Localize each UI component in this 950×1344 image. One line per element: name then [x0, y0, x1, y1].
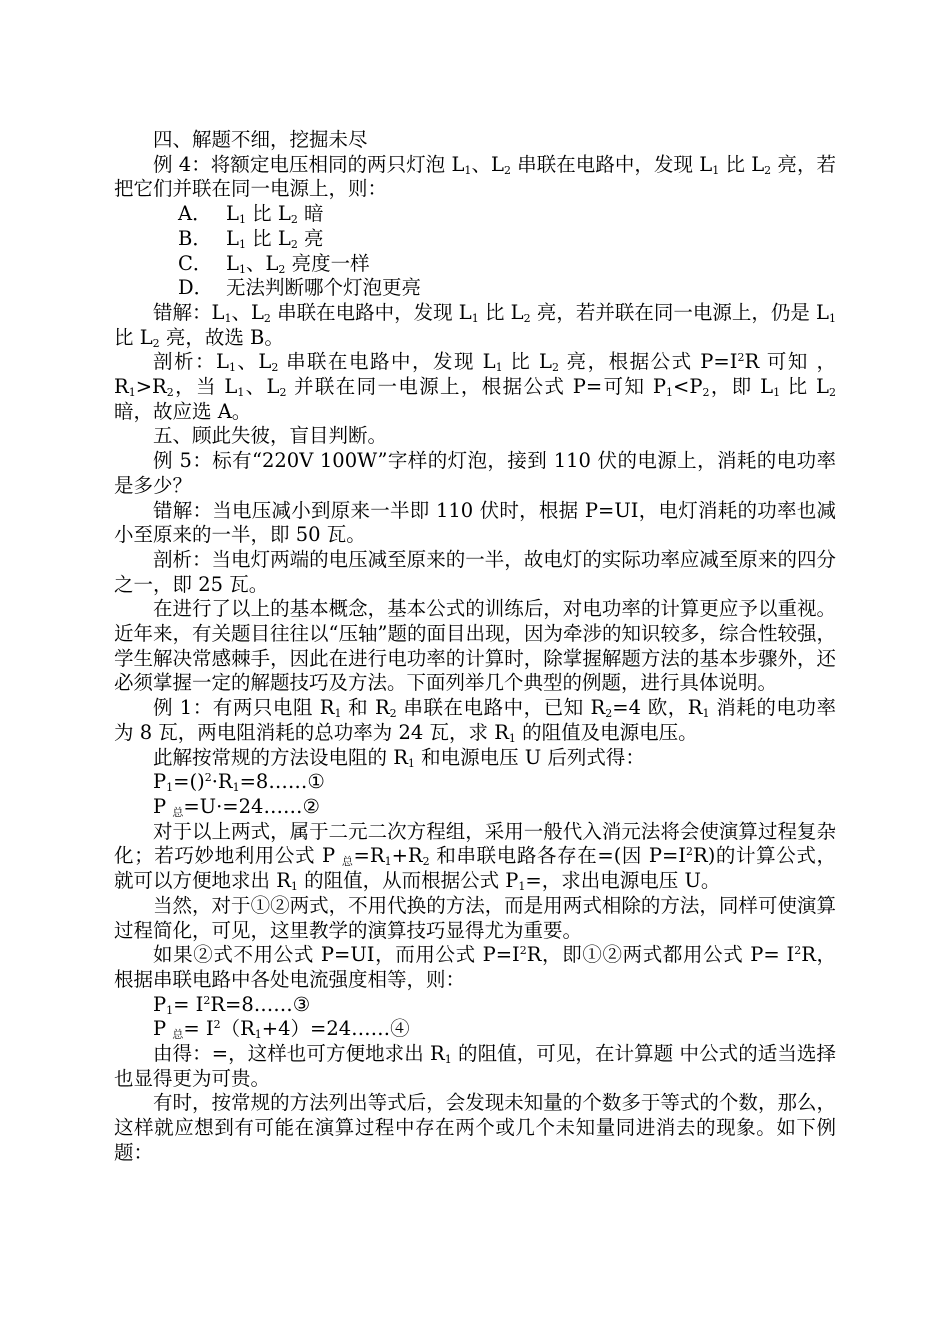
example-4-wrong-solution	[114, 301, 836, 350]
text-run: 剖析：当电灯两端的电压减至原来的一半，故电灯的实际功率应减至原来的四分之一，即 25 瓦。	[114, 547, 836, 596]
paragraph-division	[114, 894, 836, 943]
text-run: 比 L	[478, 300, 524, 324]
text-run: 、L	[471, 152, 504, 176]
text-run: 五、顾此失彼，盲目判断。	[153, 424, 388, 448]
text-run: 和 R	[341, 696, 390, 720]
text-run: = I	[173, 992, 204, 1016]
text-run: A．	[178, 202, 212, 226]
text-run: 由得：=，这样也可方便地求出 R	[153, 1042, 445, 1066]
subscript: 总	[341, 855, 354, 869]
subscript: 1	[238, 213, 246, 227]
example-1-method	[114, 746, 836, 771]
subscript: 2	[503, 163, 511, 177]
text-run: +4）=24……④	[261, 1017, 410, 1041]
text-run: = I	[183, 1017, 214, 1041]
text-run: ·R	[211, 770, 233, 794]
text-run: 例 1：有两只电阻 R	[153, 696, 335, 720]
subscript: 2	[263, 311, 271, 325]
subscript: 2	[279, 386, 287, 400]
subscript: 2	[271, 361, 279, 375]
option-a	[114, 202, 836, 227]
text-run: 在进行了以上的基本概念，基本公式的训练后，对电功率的计算更应予以重视。近年来，有关题目往往以“压轴”题的面目出现，因为牵涉的知识较多，综合性较强，学生解决常感棘手，因此在进行电功率的计算时，除掌握解题方法的基本步骤外，还必须掌握一定的解题技巧及方法。下面列举几个典型的例题，进行具体说明。	[114, 597, 836, 695]
text-run: 亮	[297, 226, 324, 250]
text-run: 亮，若并联在同一电源上，仍是 L	[530, 300, 829, 324]
superscript: 2	[794, 944, 802, 958]
text-run: 比 L	[502, 350, 552, 374]
text-run: 消耗的电功率为 8 瓦，两电阻消耗的总功率为 24 瓦，求 R	[114, 696, 836, 744]
text-run: =8……①	[239, 770, 325, 794]
subscript: 1	[232, 781, 240, 795]
text-run: =()	[173, 770, 205, 794]
text-run: 错解：L	[153, 300, 225, 324]
subscript: 1	[237, 386, 245, 400]
text-run: ，即 L	[709, 375, 774, 399]
text-run: P	[153, 992, 167, 1016]
equation-3	[114, 993, 836, 1018]
subscript: 1	[166, 781, 174, 795]
text-run: 亮，故选 B。	[159, 325, 284, 349]
paragraph-unknowns	[114, 1091, 836, 1165]
subscript: 1	[254, 1028, 262, 1042]
text-run: =4 欧，R	[612, 696, 703, 720]
text-run: C．	[178, 251, 213, 275]
text-run: 比 L	[719, 152, 765, 176]
text-run: 、L	[245, 251, 279, 275]
subscript: 1	[334, 707, 342, 721]
text-run: ，当 L	[173, 375, 238, 399]
text-run: 剖析：L	[153, 350, 229, 374]
paragraph-formula-choice	[114, 943, 836, 992]
text-run: =，求出电源电压 U。	[525, 869, 721, 893]
text-run: R 可知 ，R	[114, 350, 836, 399]
subscript: 2	[702, 386, 710, 400]
text-run: 亮，根据公式 P=I	[558, 350, 738, 374]
text-run: 串联在电路中，发现 L	[510, 152, 713, 176]
subscript: 2	[829, 386, 836, 400]
subscript: 1	[471, 311, 479, 325]
text-run: 四、解题不细，挖掘未尽	[153, 128, 368, 151]
example-5-wrong-solution	[114, 499, 836, 548]
text-run: 和串联电路各存在=(因 P=I	[429, 844, 687, 868]
text-run: 的阻值，可见，在计算题 中公式的适当选择也显得更为可贵。	[114, 1042, 836, 1090]
text-run: 此解按常规的方法设电阻的 R	[153, 745, 408, 769]
subscript: 2	[422, 855, 430, 869]
text-run: =R	[353, 844, 385, 868]
text-run: 亮，若把它们并联在同一电源上，则：	[114, 152, 836, 201]
text-run: 当然，对于①②两式，不用代换的方法，而是用两式相除的方法，同样可使演算过程简化，可见，这里教学的演算技巧显得尤为重要。	[114, 893, 836, 942]
text-run: 亮度一样	[285, 251, 370, 275]
subscript: 1	[228, 361, 236, 375]
subscript: 1	[238, 262, 246, 276]
superscript: 2	[203, 993, 211, 1007]
text-run: L	[226, 202, 239, 226]
subscript: 1	[464, 163, 472, 177]
subscript: 2	[290, 213, 298, 227]
text-run: <P	[673, 375, 703, 399]
subscript: 1	[773, 386, 781, 400]
superscript: 2	[204, 771, 212, 785]
subscript: 总	[172, 1028, 184, 1042]
subscript: 2	[290, 237, 298, 251]
subscript: 1	[224, 311, 232, 325]
paragraph-substitution	[114, 820, 836, 894]
subscript: 1	[518, 880, 526, 894]
text-run: 和电源电压 U 后列式得：	[414, 745, 645, 769]
text-run: P	[153, 770, 167, 794]
example-5-question	[114, 449, 836, 498]
subscript: 1	[702, 707, 710, 721]
text-run: 并联在同一电源上，根据公式 P=可知 P	[286, 375, 666, 399]
superscript: 2	[737, 351, 745, 365]
text-run: R，根据串联电路中各处电流强度相等，则：	[114, 943, 836, 991]
subscript: 2	[166, 386, 174, 400]
subscript: 1	[444, 1053, 452, 1067]
text-run: 错解：当电压减小到原来一半即 110 伏时，根据 P=UI，电灯消耗的功率也减小至原来的一半，即 50 瓦。	[114, 498, 836, 547]
text-run: R)的计算公式，就可以方便地求出 R	[114, 844, 837, 893]
text-run: 比 L	[245, 226, 291, 250]
example-4-question	[114, 153, 836, 202]
text-run: 串联在电路中，已知 R	[396, 696, 606, 720]
option-b	[114, 227, 836, 252]
document-page	[114, 128, 836, 1166]
text-run: 例 5：标有“220V 100W”字样的灯泡，接到 110 伏的电源上，消耗的电功率是多少？	[114, 449, 836, 497]
text-run: 无法判断哪个灯泡更亮	[226, 276, 422, 300]
text-run: 暗	[297, 202, 324, 226]
subscript: 2	[152, 336, 160, 350]
superscript: 2	[213, 1018, 221, 1032]
text-run: L	[226, 251, 239, 275]
equation-1	[114, 770, 836, 795]
text-run: 比 L	[114, 325, 153, 349]
subscript: 2	[764, 163, 772, 177]
subscript: 1	[495, 361, 503, 375]
paragraph-conclusion	[114, 1042, 836, 1091]
subscript: 1	[166, 1003, 174, 1017]
intro-paragraph	[114, 597, 836, 696]
subscript: 2	[551, 361, 559, 375]
subscript: 1	[712, 163, 720, 177]
superscript: 2	[686, 845, 694, 859]
option-d	[114, 276, 836, 301]
text-run: P	[153, 794, 173, 818]
text-run: P	[153, 1017, 173, 1041]
text-run: 、L	[235, 350, 272, 374]
example-1-question	[114, 696, 836, 745]
text-run: 、L	[231, 300, 264, 324]
subscript: 1	[128, 386, 136, 400]
text-run: （R	[220, 1017, 255, 1041]
subscript: 2	[389, 707, 397, 721]
text-run: B．	[178, 226, 212, 250]
text-run: 暗，故应选 A。	[114, 399, 252, 423]
text-run: 对于以上两式，属于二元二次方程组，采用一般代入消元法将会使演算过程复杂化；若巧妙地利用公式 P	[114, 819, 836, 868]
text-run: 比 L	[245, 202, 291, 226]
subscript: 1	[290, 880, 298, 894]
section-heading-4	[114, 128, 836, 153]
subscript: 1	[407, 756, 415, 770]
text-run: 的阻值及电源电压。	[515, 720, 698, 744]
text-run: D．	[178, 276, 214, 300]
section-heading-5	[114, 424, 836, 449]
subscript: 1	[238, 237, 246, 251]
subscript: 1	[828, 311, 836, 325]
text-run: 如果②式不用公式 P=UI，而用公式 P=I	[153, 943, 520, 967]
subscript: 2	[278, 262, 286, 276]
text-run: R=8……③	[210, 992, 311, 1016]
equation-2	[114, 795, 836, 820]
text-run: =U·=24……②	[183, 794, 320, 818]
text-run: 比 L	[780, 375, 829, 399]
subscript: 总	[172, 805, 184, 819]
text-run: L	[226, 226, 239, 250]
text-run: 的阻值，从而根据公式 P	[297, 869, 519, 893]
subscript: 1	[508, 731, 516, 745]
text-run: 串联在电路中，发现 L	[278, 350, 496, 374]
text-run: >R	[135, 375, 167, 399]
equation-4	[114, 1017, 836, 1042]
text-run: +R	[391, 844, 423, 868]
text-run: 、L	[244, 375, 280, 399]
subscript: 1	[384, 855, 392, 869]
example-5-analysis	[114, 548, 836, 597]
subscript: 2	[605, 707, 613, 721]
example-4-analysis	[114, 350, 836, 424]
subscript: 1	[666, 386, 673, 400]
text-run: 有时，按常规的方法列出等式后，会发现未知量的个数多于等式的个数，那么，这样就应想到有可能在演算过程中存在两个或几个未知量同进消去的现象。如下例题：	[114, 1091, 836, 1164]
subscript: 2	[523, 311, 531, 325]
text-run: 串联在电路中，发现 L	[270, 300, 472, 324]
superscript: 2	[519, 944, 527, 958]
text-run: R，即①②两式都用公式 P= I	[526, 943, 795, 967]
option-c	[114, 252, 836, 277]
text-run: 例 4：将额定电压相同的两只灯泡 L	[153, 152, 465, 176]
